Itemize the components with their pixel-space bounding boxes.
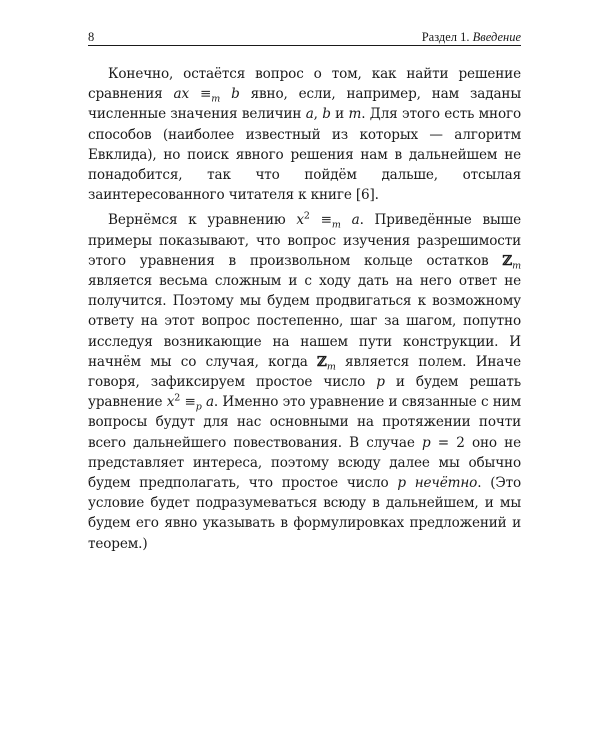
ring-modulus: m (512, 260, 521, 272)
section-heading (422, 28, 521, 46)
congruence-symbol: ≡ (184, 394, 196, 411)
math-equals-two: = 2 (430, 434, 465, 451)
text-run: , (313, 106, 323, 123)
math-x: x (296, 212, 304, 229)
congruence-modulus: m (211, 93, 221, 105)
page-number: 8 (88, 30, 95, 44)
text-run: является полем. Иначе говоря, зафиксируем простое число (88, 353, 521, 391)
ring-modulus: m (326, 361, 336, 373)
math-exponent: 2 (303, 210, 310, 222)
congruence-symbol: ≡ (320, 212, 332, 229)
congruence-symbol: ≡ (199, 86, 212, 103)
section-title: Введение (472, 30, 521, 44)
text-run: явно, если, например, нам заданы численные значения величин (88, 86, 522, 123)
paragraph-2 (88, 210, 521, 553)
header-rule (88, 45, 521, 46)
math-m: m (348, 106, 362, 123)
math-a: a (351, 212, 360, 229)
math-x: x (166, 394, 175, 411)
text-run: Конечно, остаётся вопрос о том, как найти решение сравнения (88, 66, 521, 103)
math-p: p (397, 475, 406, 492)
text-run: и (330, 106, 349, 123)
math-exponent: 2 (174, 392, 181, 404)
math-b: b (322, 106, 331, 123)
text-run: . Приведённые выше примеры показывают, что вопрос изучения разрешимости этого уравнения в произвольном кольце остатков (88, 212, 521, 269)
math-p: p (421, 434, 431, 451)
text-run: . Именно это уравнение и связанные с ним вопросы будут для нас основными на протяжении почти всего дальнейшего повествования. В случае (88, 394, 522, 451)
math-a: a (205, 394, 214, 411)
section-label: Раздел 1. (421, 30, 470, 44)
emphasis-odd: нечётно (405, 475, 478, 492)
integers-ring-symbol: ℤ (317, 353, 327, 370)
text-run: Вернёмся к уравнению (108, 212, 297, 229)
congruence-modulus: m (331, 220, 341, 232)
text-run: является весьма сложным и с ходу дать на него ответ не получится. Поэтому мы будем продвигаться к возможному ответу на этот вопрос постепенно, шаг за шагом, попутно исследуя возникающие на нашем пути конструкции. И начнём мы со случая, когда (88, 273, 521, 370)
math-b: b (231, 86, 240, 103)
integers-ring-symbol: ℤ (502, 252, 513, 269)
congruence-modulus: p (195, 401, 202, 413)
text-run: и будем решать уравнение (88, 374, 521, 411)
text-run: . Для этого есть много способов (наиболее известный из которых — алгоритм Евклида), но поиск явного решения нам в дальнейшем не понадобится, так что пойдём дальше, отсылая заинтересованного читателя к книге [6]. (88, 106, 521, 204)
math-ax: ax (173, 86, 189, 103)
text-run: оно не представляет интереса, поэтому всюду далее мы обычно будем предполагать, что простое число (88, 434, 521, 492)
body-text (88, 64, 521, 554)
running-head (88, 28, 521, 46)
paragraph-1 (88, 64, 521, 205)
text-run: . (Это условие будет подразумеваться всюду в дальнейшем, и мы будем его явно указывать в формулировках предложений и теорем.) (88, 475, 522, 552)
math-p: p (376, 374, 385, 391)
math-a: a (305, 106, 314, 123)
